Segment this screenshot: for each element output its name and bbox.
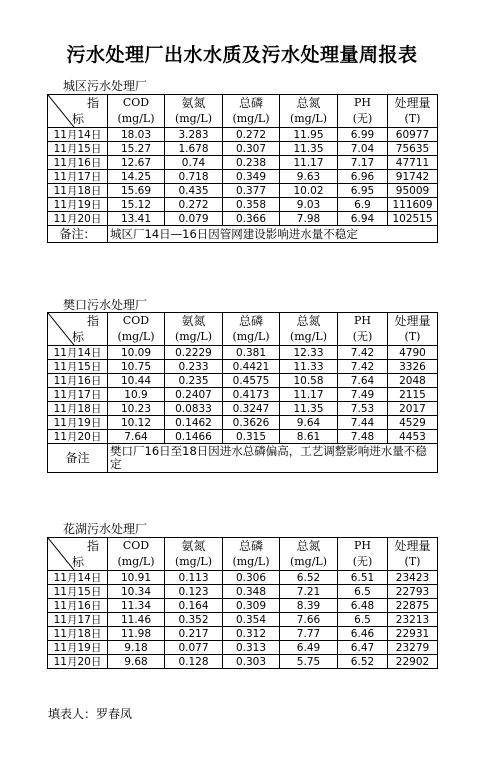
- note-label: 备注：: [48, 226, 108, 243]
- header-ammonia-unit: (mg/L): [174, 555, 213, 568]
- table-row: [48, 571, 438, 585]
- value-cell: 6.51: [338, 571, 388, 585]
- note-row: [48, 226, 438, 243]
- header-total-phosphorus-name: 总磷: [238, 314, 263, 328]
- value-cell: 7.64: [338, 374, 388, 388]
- value-cell: 6.52: [280, 571, 338, 585]
- value-cell: 7.44: [338, 416, 388, 430]
- table-row: [48, 388, 438, 402]
- value-cell: 0.366: [223, 212, 280, 226]
- header-flow-unit: (T): [404, 112, 421, 125]
- value-cell: 7.66: [280, 613, 338, 627]
- value-cell: 0.74: [165, 156, 223, 170]
- value-cell: 15.12: [108, 198, 165, 212]
- value-cell: 7.04: [338, 142, 388, 156]
- header-cod-unit: (mg/L): [117, 112, 155, 125]
- header-ammonia-name: 氨氮: [181, 96, 206, 110]
- date-cell: 11月19日: [48, 416, 108, 430]
- value-cell: 11.35: [280, 142, 338, 156]
- value-cell: 0.233: [165, 360, 223, 374]
- table-row: [48, 599, 438, 613]
- value-cell: 7.98: [280, 212, 338, 226]
- value-cell: 6.47: [338, 641, 388, 655]
- table-row: [48, 655, 438, 669]
- value-cell: 9.64: [280, 416, 338, 430]
- header-corner-top: 指: [86, 314, 99, 328]
- value-cell: 0.2229: [165, 346, 223, 360]
- value-cell: 10.91: [108, 571, 165, 585]
- header-total-nitrogen: [280, 538, 338, 571]
- value-cell: 13.41: [108, 212, 165, 226]
- note-label: 备注: [48, 444, 108, 473]
- header-total-phosphorus-unit: (mg/L): [232, 330, 270, 343]
- value-cell: 0.123: [165, 585, 223, 599]
- header-ammonia-name: 氨氮: [181, 314, 206, 328]
- value-cell: 22902: [388, 655, 438, 669]
- value-cell: 4453: [388, 430, 438, 444]
- value-cell: 6.94: [338, 212, 388, 226]
- value-cell: 10.9: [108, 388, 165, 402]
- value-cell: 7.42: [338, 360, 388, 374]
- date-cell: 11月17日: [48, 613, 108, 627]
- note-row: [48, 444, 438, 473]
- header-flow-name: 处理量: [394, 96, 431, 110]
- date-cell: 11月20日: [48, 212, 108, 226]
- value-cell: 7.17: [338, 156, 388, 170]
- value-cell: 9.68: [108, 655, 165, 669]
- value-cell: 6.9: [338, 198, 388, 212]
- table-row: [48, 360, 438, 374]
- value-cell: 7.53: [338, 402, 388, 416]
- value-cell: 1.678: [165, 142, 223, 156]
- value-cell: 95009: [388, 184, 438, 198]
- header-flow: [388, 95, 438, 128]
- header-corner-top: 指: [86, 539, 99, 553]
- note-text: 樊口厂16日至18日因进水总磷偏高，工艺调整影响进水量不稳定: [108, 444, 438, 473]
- value-cell: 0.079: [165, 212, 223, 226]
- header-cod-name: COD: [122, 314, 150, 327]
- header-corner-cell: [48, 313, 108, 346]
- header-total-phosphorus: [223, 95, 280, 128]
- table-row: [48, 212, 438, 226]
- value-cell: 7.77: [280, 627, 338, 641]
- value-cell: 0.718: [165, 170, 223, 184]
- header-flow-unit: (T): [404, 555, 421, 568]
- value-cell: 11.17: [280, 388, 338, 402]
- header-total-nitrogen-unit: (mg/L): [289, 112, 328, 125]
- header-ph-unit: (无): [352, 112, 373, 125]
- value-cell: 10.75: [108, 360, 165, 374]
- header-ph-unit: (无): [352, 555, 373, 568]
- value-cell: 0.4575: [223, 374, 280, 388]
- header-corner-mid: 标: [72, 555, 85, 569]
- date-cell: 11月20日: [48, 430, 108, 444]
- value-cell: 23213: [388, 613, 438, 627]
- table-row: [48, 128, 438, 142]
- header-total-phosphorus: [223, 538, 280, 571]
- header-ammonia-unit: (mg/L): [174, 330, 213, 343]
- value-cell: 23423: [388, 571, 438, 585]
- date-cell: 11月16日: [48, 374, 108, 388]
- header-total-nitrogen: [280, 95, 338, 128]
- header-ammonia: [165, 538, 223, 571]
- header-ph: [338, 313, 388, 346]
- value-cell: 0.349: [223, 170, 280, 184]
- value-cell: 7.49: [338, 388, 388, 402]
- value-cell: 0.113: [165, 571, 223, 585]
- value-cell: 0.309: [223, 599, 280, 613]
- value-cell: 0.306: [223, 571, 280, 585]
- value-cell: 11.33: [280, 360, 338, 374]
- value-cell: 7.64: [108, 430, 165, 444]
- date-cell: 11月14日: [48, 571, 108, 585]
- value-cell: 10.58: [280, 374, 338, 388]
- value-cell: 15.27: [108, 142, 165, 156]
- value-cell: 12.67: [108, 156, 165, 170]
- value-cell: 4529: [388, 416, 438, 430]
- value-cell: 0.3626: [223, 416, 280, 430]
- value-cell: 11.46: [108, 613, 165, 627]
- header-total-nitrogen: [280, 313, 338, 346]
- note-text: 城区厂14日—16日因管网建设影响进水量不稳定: [108, 226, 438, 243]
- table-row: [48, 156, 438, 170]
- value-cell: 10.34: [108, 585, 165, 599]
- value-cell: 5.75: [280, 655, 338, 669]
- table-row: [48, 374, 438, 388]
- value-cell: 4790: [388, 346, 438, 360]
- value-cell: 2017: [388, 402, 438, 416]
- value-cell: 12.33: [280, 346, 338, 360]
- value-cell: 102515: [388, 212, 438, 226]
- header-ph-name: PH: [354, 539, 371, 552]
- value-cell: 23279: [388, 641, 438, 655]
- header-total-nitrogen-name: 总氮: [296, 539, 321, 553]
- value-cell: 8.39: [280, 599, 338, 613]
- value-cell: 0.217: [165, 627, 223, 641]
- value-cell: 7.21: [280, 585, 338, 599]
- value-cell: 0.354: [223, 613, 280, 627]
- header-ph: [338, 95, 388, 128]
- filler-name: 填表人：罗春凤: [48, 707, 133, 721]
- value-cell: 9.03: [280, 198, 338, 212]
- header-ph: [338, 538, 388, 571]
- header-corner-cell: [48, 538, 108, 571]
- header-cod: [108, 95, 165, 128]
- value-cell: 0.2407: [165, 388, 223, 402]
- header-ph-name: PH: [354, 96, 371, 109]
- value-cell: 0.348: [223, 585, 280, 599]
- table-row: [48, 641, 438, 655]
- header-corner-cell: [48, 95, 108, 128]
- value-cell: 0.164: [165, 599, 223, 613]
- header-cod-unit: (mg/L): [117, 555, 155, 568]
- value-cell: 0.4421: [223, 360, 280, 374]
- value-cell: 11.98: [108, 627, 165, 641]
- date-cell: 11月19日: [48, 198, 108, 212]
- date-cell: 11月18日: [48, 184, 108, 198]
- header-flow: [388, 538, 438, 571]
- value-cell: 0.272: [165, 198, 223, 212]
- value-cell: 6.46: [338, 627, 388, 641]
- date-cell: 11月18日: [48, 627, 108, 641]
- value-cell: 14.25: [108, 170, 165, 184]
- value-cell: 11.34: [108, 599, 165, 613]
- date-cell: 11月14日: [48, 346, 108, 360]
- value-cell: 6.5: [338, 585, 388, 599]
- table-row: [48, 416, 438, 430]
- plant-name-huahu: 花湖污水处理厂: [63, 522, 148, 536]
- header-total-phosphorus-unit: (mg/L): [232, 112, 270, 125]
- value-cell: 7.42: [338, 346, 388, 360]
- value-cell: 47711: [388, 156, 438, 170]
- value-cell: 0.0833: [165, 402, 223, 416]
- date-cell: 11月18日: [48, 402, 108, 416]
- table-row: [48, 627, 438, 641]
- date-cell: 11月19日: [48, 641, 108, 655]
- water-quality-table-fankou: [47, 312, 438, 473]
- value-cell: 18.03: [108, 128, 165, 142]
- date-cell: 11月20日: [48, 655, 108, 669]
- date-cell: 11月15日: [48, 142, 108, 156]
- header-flow: [388, 313, 438, 346]
- header-cod-name: COD: [122, 96, 150, 109]
- value-cell: 0.077: [165, 641, 223, 655]
- value-cell: 0.4173: [223, 388, 280, 402]
- value-cell: 6.48: [338, 599, 388, 613]
- table-row: [48, 585, 438, 599]
- water-quality-table-chengqu: [47, 94, 438, 243]
- value-cell: 2048: [388, 374, 438, 388]
- value-cell: 91742: [388, 170, 438, 184]
- value-cell: 3.283: [165, 128, 223, 142]
- date-cell: 11月17日: [48, 170, 108, 184]
- value-cell: 0.352: [165, 613, 223, 627]
- value-cell: 0.381: [223, 346, 280, 360]
- value-cell: 8.61: [280, 430, 338, 444]
- value-cell: 15.69: [108, 184, 165, 198]
- value-cell: 10.12: [108, 416, 165, 430]
- value-cell: 0.312: [223, 627, 280, 641]
- value-cell: 0.435: [165, 184, 223, 198]
- value-cell: 0.315: [223, 430, 280, 444]
- header-flow-name: 处理量: [394, 539, 431, 553]
- header-total-phosphorus-name: 总磷: [238, 96, 263, 110]
- header-ammonia-unit: (mg/L): [174, 112, 213, 125]
- value-cell: 10.09: [108, 346, 165, 360]
- date-cell: 11月14日: [48, 128, 108, 142]
- value-cell: 0.272: [223, 128, 280, 142]
- value-cell: 0.307: [223, 142, 280, 156]
- table-row: [48, 142, 438, 156]
- value-cell: 6.52: [338, 655, 388, 669]
- water-quality-table-huahu: [47, 537, 438, 669]
- date-cell: 11月15日: [48, 360, 108, 374]
- value-cell: 11.17: [280, 156, 338, 170]
- value-cell: 0.3247: [223, 402, 280, 416]
- header-cod-name: COD: [122, 539, 150, 552]
- date-cell: 11月15日: [48, 585, 108, 599]
- date-cell: 11月17日: [48, 388, 108, 402]
- plant-name-fankou: 樊口污水处理厂: [63, 298, 148, 312]
- header-ph-name: PH: [354, 314, 371, 327]
- value-cell: 60977: [388, 128, 438, 142]
- plant-name-chengqu: 城区污水处理厂: [63, 79, 148, 93]
- value-cell: 22793: [388, 585, 438, 599]
- value-cell: 75635: [388, 142, 438, 156]
- header-total-nitrogen-unit: (mg/L): [289, 330, 328, 343]
- table-row: [48, 170, 438, 184]
- header-total-phosphorus: [223, 313, 280, 346]
- value-cell: 6.96: [338, 170, 388, 184]
- value-cell: 22875: [388, 599, 438, 613]
- value-cell: 9.63: [280, 170, 338, 184]
- value-cell: 0.1462: [165, 416, 223, 430]
- header-corner-mid: 标: [72, 330, 85, 344]
- header-total-phosphorus-name: 总磷: [238, 539, 263, 553]
- value-cell: 6.99: [338, 128, 388, 142]
- table-row: [48, 613, 438, 627]
- header-corner-top: 指: [86, 96, 99, 110]
- header-ammonia: [165, 313, 223, 346]
- value-cell: 10.02: [280, 184, 338, 198]
- date-cell: 11月16日: [48, 156, 108, 170]
- value-cell: 0.377: [223, 184, 280, 198]
- header-cod: [108, 538, 165, 571]
- value-cell: 2115: [388, 388, 438, 402]
- table-row: [48, 430, 438, 444]
- value-cell: 10.44: [108, 374, 165, 388]
- table-row: [48, 198, 438, 212]
- value-cell: 11.35: [280, 402, 338, 416]
- value-cell: 7.48: [338, 430, 388, 444]
- value-cell: 6.95: [338, 184, 388, 198]
- header-corner-mid: 标: [72, 112, 85, 126]
- value-cell: 0.235: [165, 374, 223, 388]
- header-ammonia: [165, 95, 223, 128]
- header-flow-name: 处理量: [394, 314, 431, 328]
- header-cod-unit: (mg/L): [117, 330, 155, 343]
- value-cell: 0.128: [165, 655, 223, 669]
- value-cell: 111609: [388, 198, 438, 212]
- table-row: [48, 402, 438, 416]
- date-cell: 11月16日: [48, 599, 108, 613]
- header-total-phosphorus-unit: (mg/L): [232, 555, 270, 568]
- value-cell: 6.49: [280, 641, 338, 655]
- value-cell: 11.95: [280, 128, 338, 142]
- value-cell: 0.313: [223, 641, 280, 655]
- value-cell: 0.238: [223, 156, 280, 170]
- header-total-nitrogen-name: 总氮: [296, 314, 321, 328]
- value-cell: 22931: [388, 627, 438, 641]
- header-flow-unit: (T): [404, 330, 421, 343]
- table-row: [48, 184, 438, 198]
- table-row: [48, 346, 438, 360]
- header-ph-unit: (无): [352, 330, 373, 343]
- value-cell: 0.358: [223, 198, 280, 212]
- value-cell: 9.18: [108, 641, 165, 655]
- header-total-nitrogen-name: 总氮: [296, 96, 321, 110]
- value-cell: 0.303: [223, 655, 280, 669]
- value-cell: 0.1466: [165, 430, 223, 444]
- report-title: 污水处理厂出水水质及污水处理量周报表: [66, 44, 418, 66]
- value-cell: 10.23: [108, 402, 165, 416]
- value-cell: 6.5: [338, 613, 388, 627]
- value-cell: 3326: [388, 360, 438, 374]
- header-ammonia-name: 氨氮: [181, 539, 206, 553]
- header-cod: [108, 313, 165, 346]
- header-total-nitrogen-unit: (mg/L): [289, 555, 328, 568]
